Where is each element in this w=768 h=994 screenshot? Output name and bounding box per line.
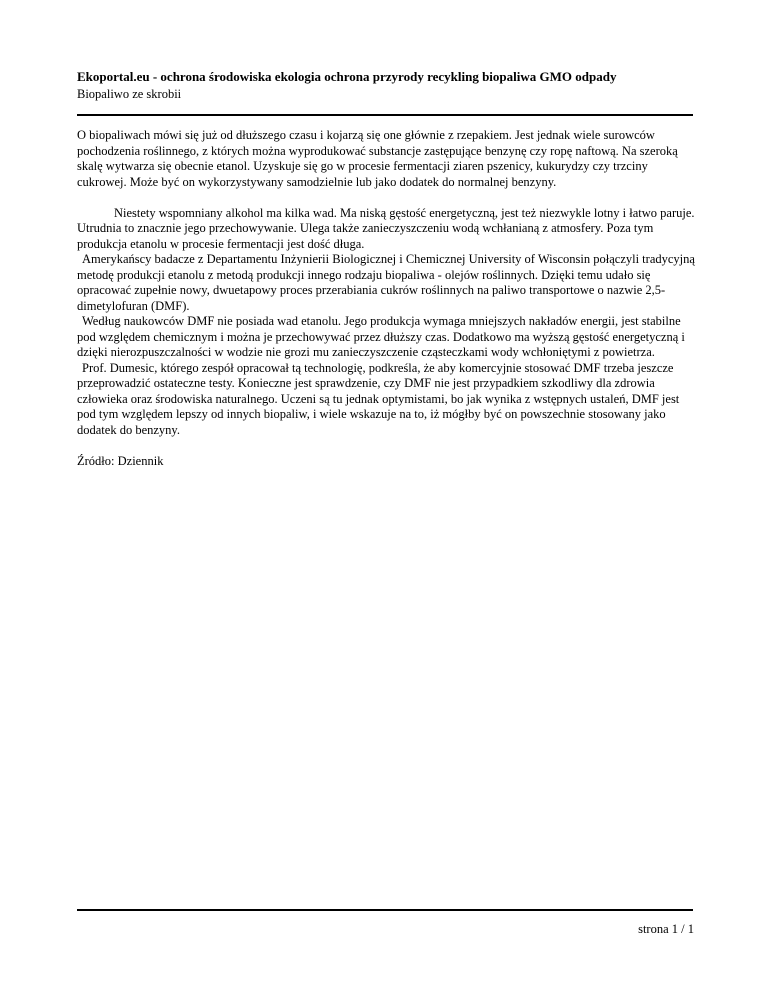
article-body [77, 128, 699, 469]
document-header [77, 69, 697, 102]
article-paragraph-2: Amerykańscy badacze z Departamentu Inżynierii Biologicznej i Chemicznej University of Wisconsin połączyli tradycyjną metodę produkcji etanolu z metodą produkcji innego rodzaju biopaliwa - olejów roślinnych. Dzięki temu udało się opracować zupełnie nowy, dwuetapowy proces przerabiania cukrów roślinnych na paliwo transportowe o nazwie 2,5-dimetylofuran (DMF). [77, 252, 695, 313]
article-source: Źródło: Dziennik [77, 453, 164, 468]
article-paragraph-1: Niestety wspomniany alkohol ma kilka wad. Ma niską gęstość energetyczną, jest też niezwykle lotny i łatwo paruje. Utrudnia to znacznie jego przechowywanie. Ulega także zanieczyszczeniu wodą wchłanianą z atmosfery. Poza tym produkcja etanolu w procesie fermentacji jest dość długa. [77, 205, 695, 251]
article-paragraph-4: Prof. Dumesic, którego zespół opracował tą technologię, podkreśla, że aby komercyjnie stosować DMF trzeba jeszcze przeprowadzić ostateczne testy. Konieczne jest sprawdzenie, czy DMF nie jest przypadkiem szkodliwy dla zdrowia człowieka oraz środowiska naturalnego. Uczeni są tu jednak optymistami, bo jak wynika z wstępnych ustaleń, DMF jest pod tym względem lepszy od innych biopaliw, i wiele wskazuje na to, iż mógłby być on powszechnie stosowany jako dodatek do benzyny. [77, 360, 680, 437]
header-divider [77, 114, 693, 116]
footer-divider [77, 909, 693, 911]
page-number: strona 1 / 1 [638, 922, 694, 936]
article-paragraph-3: Według naukowców DMF nie posiada wad etanolu. Jego produkcja wymaga mniejszych nakładów energii, jest stabilne pod względem chemicznym i można je przechowywać przez dłuższy czas. Dodatkowo ma wyższą gęstość energetyczną i dzięki nierozpuszczalności w wodzie nie grozi mu zanieczyszczenie cząsteczkami wody wchłoniętymi z powietrza. [77, 314, 685, 359]
article-title: Biopaliwo ze skrobii [77, 87, 182, 101]
article-intro: O biopaliwach mówi się już od dłuższego czasu i kojarzą się one głównie z rzepakiem. Jest jednak wiele surowców pochodzenia roślinnego, z których można wyprodukować substancje zastępujące benzynę czy ropę naftową. Na szeroką skalę wytwarza się obecnie etanol. Uzyskuje się go w procesie fermentacji ziaren pszenicy, kukurydzy czy trzciny cukrowej. Może być on wykorzystywany samodzielnie lub jako dodatek do normalnej benzyny. [77, 128, 678, 189]
site-title: Ekoportal.eu - ochrona środowiska ekologia ochrona przyrody recykling biopaliwa GMO odpady [77, 69, 617, 84]
